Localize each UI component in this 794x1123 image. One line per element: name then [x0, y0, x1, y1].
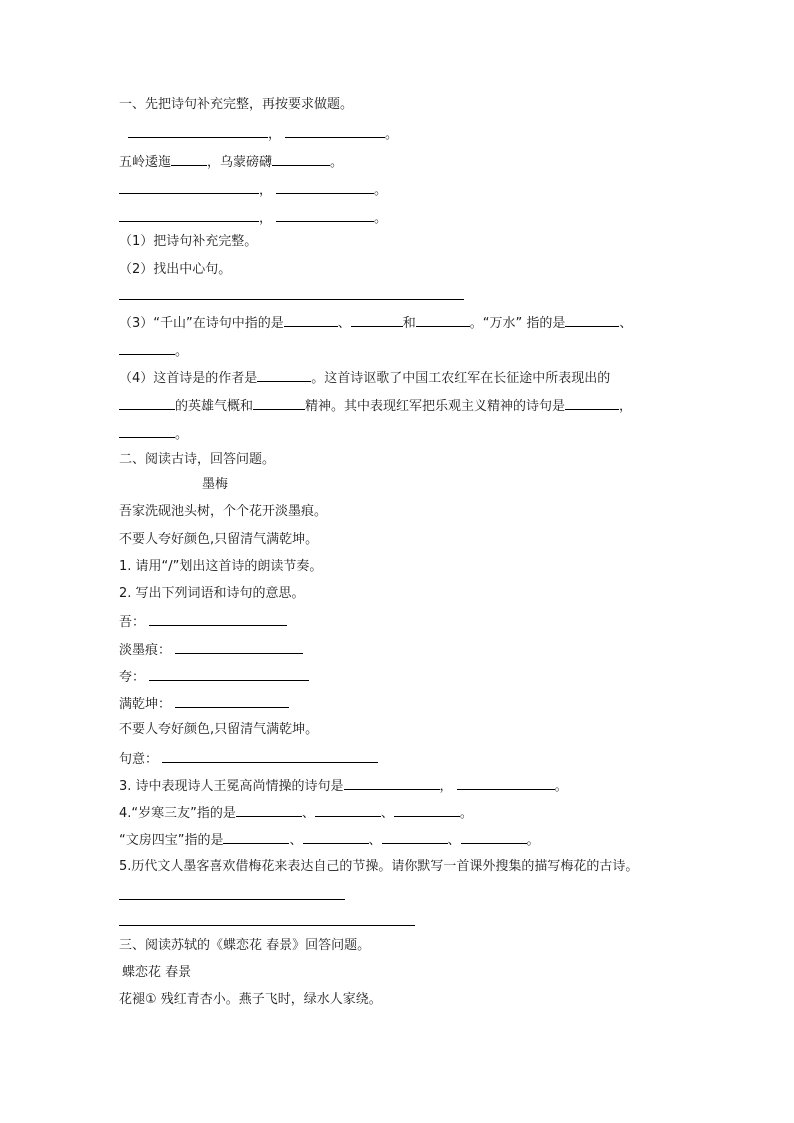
- question-2-1: 1. 请用“/”划出这首诗的朗读节奏。: [119, 559, 323, 574]
- answer-blank[interactable]: [461, 830, 527, 844]
- question-2-4b: [119, 830, 540, 850]
- answer-blank[interactable]: [119, 341, 175, 355]
- answer-blank[interactable]: [565, 396, 619, 410]
- comma: ，: [259, 183, 273, 198]
- comma: ，: [268, 127, 282, 142]
- question-2-2: 2. 写出下列词语和诗句的意思。: [119, 586, 305, 601]
- separator: 、: [368, 833, 382, 848]
- question-text: 精神。其中表现红军把乐观主义精神的诗句是: [305, 399, 566, 414]
- question-text: 。这首诗讴歌了中国工农红军在长征途中所表现出的: [311, 371, 611, 386]
- period: 。: [330, 155, 344, 170]
- separator: 、: [301, 806, 315, 821]
- period: 。: [385, 127, 399, 142]
- question-text: 3. 诗中表现诗人王冕高尚情操的诗句是: [119, 779, 344, 794]
- answer-blank[interactable]: [257, 368, 311, 382]
- word-meaning: [119, 749, 378, 769]
- answer-blank[interactable]: [128, 124, 268, 138]
- question-2-4: [119, 803, 473, 823]
- period: 。: [374, 211, 388, 226]
- answer-blank[interactable]: [175, 640, 303, 654]
- question-2-3: [119, 776, 568, 796]
- question-text: （4）这首诗是的作者是: [119, 371, 258, 386]
- question-1-4-cont: [119, 396, 632, 416]
- poem-line4: [119, 208, 387, 228]
- answer-blank[interactable]: [119, 180, 259, 194]
- question-1-1: （1）把诗句补充完整。: [119, 234, 258, 249]
- question-text: 、: [619, 316, 633, 331]
- poem-line: 花褪① 残红青杏小。燕子飞时，绿水人家绕。: [119, 992, 382, 1007]
- question-text: （3）“千山”在诗句中指的是: [119, 316, 284, 331]
- poem-line3: [119, 180, 387, 200]
- answer-blank[interactable]: [236, 803, 302, 817]
- word-label: 吾：: [119, 615, 146, 630]
- separator: 、: [447, 833, 461, 848]
- word-label: 夸：: [119, 670, 146, 685]
- answer-blank[interactable]: [276, 208, 374, 222]
- answer-blank[interactable]: [394, 803, 460, 817]
- separator: 、: [380, 806, 394, 821]
- poem-line1: [128, 124, 398, 144]
- question-1-2: （2）找出中心句。: [119, 262, 232, 277]
- poem-line: 吾家洗砚池头树，个个花开淡墨痕。: [119, 504, 328, 519]
- section3-heading: 三、阅读苏轼的《蝶恋花 春景》回答问题。: [119, 938, 371, 953]
- answer-blank[interactable]: [171, 152, 207, 166]
- poem-title: 蝶恋花 春景: [122, 965, 192, 980]
- period: 。: [459, 806, 473, 821]
- answer-line[interactable]: [119, 899, 345, 900]
- period: 。: [175, 427, 189, 442]
- answer-blank[interactable]: [382, 830, 448, 844]
- answer-blank[interactable]: [223, 830, 289, 844]
- question-1-3-cont: [119, 341, 188, 361]
- question-text: 。“万水” 指的是: [469, 316, 566, 331]
- answer-blank[interactable]: [149, 667, 309, 681]
- word-label: 淡墨痕：: [119, 643, 172, 658]
- answer-blank[interactable]: [416, 313, 470, 327]
- question-1-4-cont2: [119, 424, 188, 444]
- question-text: 和: [402, 316, 416, 331]
- comma: ，: [439, 779, 453, 794]
- answer-blank[interactable]: [119, 208, 259, 222]
- answer-blank[interactable]: [351, 313, 403, 327]
- section1-heading: 一、先把诗句补充完整，再按要求做题。: [119, 97, 354, 112]
- question-2-5: 5.历代文人墨客喜欢借梅花来表达自己的节操。请你默写一首课外搜集的描写梅花的古诗。: [119, 859, 639, 874]
- word-label: 句意：: [119, 752, 159, 767]
- comma: ，: [259, 211, 273, 226]
- period: 。: [554, 779, 568, 794]
- answer-line[interactable]: [119, 925, 415, 926]
- answer-blank[interactable]: [344, 776, 440, 790]
- poem-line: 不要人夸好颜色,只留清气满乾坤。: [119, 532, 319, 547]
- word-meaning: [119, 612, 287, 632]
- question-1-3: [119, 313, 632, 333]
- answer-blank[interactable]: [119, 396, 175, 410]
- answer-line[interactable]: [119, 299, 464, 300]
- poem-line: 不要人夸好颜色,只留清气满乾坤。: [119, 722, 319, 737]
- word-meaning: [119, 667, 309, 687]
- separator: 、: [289, 833, 303, 848]
- answer-blank[interactable]: [149, 612, 287, 626]
- question-text: 4.“岁寒三友”指的是: [119, 806, 236, 821]
- question-1-4: [119, 368, 610, 388]
- answer-blank[interactable]: [253, 396, 305, 410]
- poem-line2: [119, 152, 343, 172]
- question-text: ，: [619, 399, 633, 414]
- question-text: 、: [337, 316, 351, 331]
- answer-blank[interactable]: [119, 424, 175, 438]
- question-text: “文房四宝”指的是: [119, 833, 224, 848]
- period: 。: [175, 344, 189, 359]
- answer-blank[interactable]: [303, 830, 369, 844]
- word-meaning: [119, 694, 289, 714]
- answer-blank[interactable]: [272, 152, 330, 166]
- answer-blank[interactable]: [175, 694, 289, 708]
- answer-blank[interactable]: [285, 124, 385, 138]
- period: 。: [526, 833, 540, 848]
- word-meaning: [119, 640, 303, 660]
- period: 。: [374, 183, 388, 198]
- answer-blank[interactable]: [457, 776, 555, 790]
- question-text: 的英雄气概和: [175, 399, 254, 414]
- answer-blank[interactable]: [162, 749, 378, 763]
- answer-blank[interactable]: [565, 313, 619, 327]
- answer-blank[interactable]: [315, 803, 381, 817]
- poem-text: 五岭逶迤: [119, 155, 172, 170]
- poem-text: ，乌蒙磅礴: [207, 155, 273, 170]
- answer-blank[interactable]: [284, 313, 338, 327]
- poem-title: 墨梅: [202, 477, 229, 492]
- section2-heading: 二、阅读古诗，回答问题。: [119, 452, 276, 467]
- word-label: 满乾坤：: [119, 697, 172, 712]
- answer-blank[interactable]: [276, 180, 374, 194]
